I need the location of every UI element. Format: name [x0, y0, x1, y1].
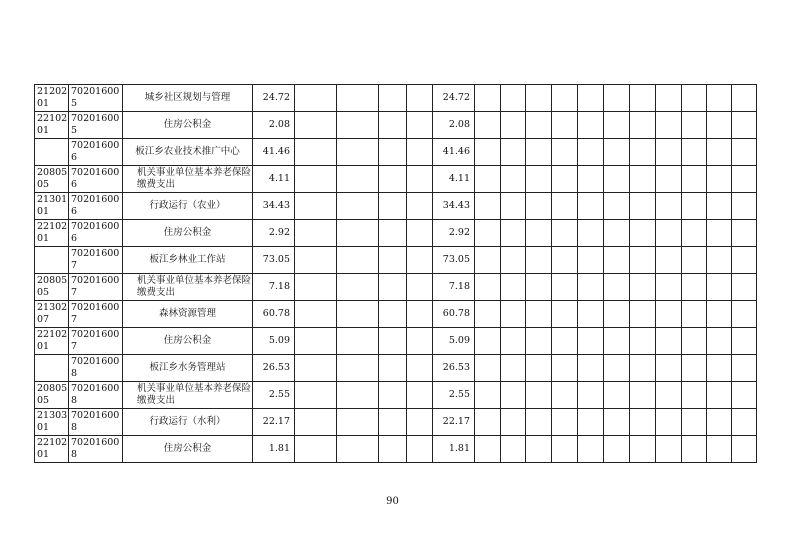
empty-cell: [656, 355, 682, 382]
empty-cell: [295, 193, 337, 220]
empty-cell: [682, 112, 707, 139]
table-row: [35, 409, 757, 436]
empty-cell: [379, 436, 407, 463]
item-name-cell: 机关事业单位基本养老保险缴费支出: [123, 166, 253, 193]
empty-cell: [407, 139, 433, 166]
total-amount-cell: 22.17: [253, 409, 295, 436]
empty-cell: [604, 436, 630, 463]
empty-cell: [379, 301, 407, 328]
total-amount-cell: 4.11: [253, 166, 295, 193]
total-amount-cell: 24.72: [253, 85, 295, 112]
empty-cell: [475, 409, 501, 436]
empty-cell: [501, 85, 526, 112]
empty-cell: [379, 382, 407, 409]
item-name-cell: 机关事业单位基本养老保险缴费支出: [123, 382, 253, 409]
empty-cell: [552, 301, 578, 328]
empty-cell: [337, 274, 379, 301]
empty-cell: [337, 409, 379, 436]
empty-cell: [707, 301, 732, 328]
empty-cell: [475, 139, 501, 166]
item-name-cell: 住房公积金: [123, 328, 253, 355]
empty-cell: [501, 436, 526, 463]
empty-cell: [407, 436, 433, 463]
function-code-cell: 20805 05: [35, 166, 69, 193]
basic-expenditure-cell: 1.81: [433, 436, 475, 463]
empty-cell: [682, 301, 707, 328]
empty-cell: [475, 247, 501, 274]
empty-cell: [337, 193, 379, 220]
empty-cell: [379, 166, 407, 193]
unit-code-cell: 70201600 7: [69, 328, 123, 355]
empty-cell: [578, 247, 604, 274]
empty-cell: [526, 274, 552, 301]
empty-cell: [630, 247, 656, 274]
empty-cell: [552, 247, 578, 274]
empty-cell: [475, 274, 501, 301]
empty-cell: [379, 355, 407, 382]
empty-cell: [407, 220, 433, 247]
function-code-cell: [35, 355, 69, 382]
empty-cell: [656, 220, 682, 247]
empty-cell: [501, 193, 526, 220]
empty-cell: [552, 112, 578, 139]
empty-cell: [501, 274, 526, 301]
basic-expenditure-cell: 24.72: [433, 85, 475, 112]
empty-cell: [732, 247, 757, 274]
empty-cell: [630, 436, 656, 463]
empty-cell: [295, 247, 337, 274]
empty-cell: [501, 301, 526, 328]
unit-code-cell: 70201600 5: [69, 112, 123, 139]
empty-cell: [656, 139, 682, 166]
empty-cell: [295, 220, 337, 247]
empty-cell: [475, 112, 501, 139]
empty-cell: [578, 301, 604, 328]
empty-cell: [501, 247, 526, 274]
item-name-cell: 机关事业单位基本养老保险缴费支出: [123, 274, 253, 301]
empty-cell: [578, 409, 604, 436]
item-name-cell: 板江乡农业技术推广中心: [123, 139, 253, 166]
total-amount-cell: 73.05: [253, 247, 295, 274]
empty-cell: [295, 355, 337, 382]
unit-code-cell: 70201600 6: [69, 220, 123, 247]
empty-cell: [295, 166, 337, 193]
table-row: [35, 382, 757, 409]
table-row: [35, 193, 757, 220]
empty-cell: [732, 166, 757, 193]
empty-cell: [707, 247, 732, 274]
empty-cell: [552, 436, 578, 463]
empty-cell: [656, 193, 682, 220]
empty-cell: [379, 247, 407, 274]
basic-expenditure-cell: 26.53: [433, 355, 475, 382]
empty-cell: [578, 436, 604, 463]
empty-cell: [656, 247, 682, 274]
empty-cell: [732, 382, 757, 409]
function-code-cell: 20805 05: [35, 274, 69, 301]
empty-cell: [552, 382, 578, 409]
empty-cell: [732, 436, 757, 463]
item-name-cell: 住房公积金: [123, 112, 253, 139]
empty-cell: [552, 220, 578, 247]
empty-cell: [630, 328, 656, 355]
function-code-cell: 22102 01: [35, 436, 69, 463]
empty-cell: [707, 193, 732, 220]
empty-cell: [732, 85, 757, 112]
empty-cell: [552, 139, 578, 166]
empty-cell: [630, 274, 656, 301]
empty-cell: [707, 139, 732, 166]
empty-cell: [295, 328, 337, 355]
empty-cell: [656, 328, 682, 355]
empty-cell: [630, 301, 656, 328]
empty-cell: [656, 409, 682, 436]
empty-cell: [707, 355, 732, 382]
basic-expenditure-cell: 2.92: [433, 220, 475, 247]
total-amount-cell: 34.43: [253, 193, 295, 220]
item-name-cell: 住房公积金: [123, 436, 253, 463]
table-row: [35, 112, 757, 139]
item-name-cell: 森林资源管理: [123, 301, 253, 328]
empty-cell: [630, 112, 656, 139]
unit-code-cell: 70201600 7: [69, 274, 123, 301]
empty-cell: [732, 355, 757, 382]
empty-cell: [707, 85, 732, 112]
empty-cell: [295, 112, 337, 139]
empty-cell: [604, 139, 630, 166]
item-name-cell: 行政运行（水利）: [123, 409, 253, 436]
empty-cell: [578, 166, 604, 193]
empty-cell: [379, 220, 407, 247]
empty-cell: [526, 382, 552, 409]
empty-cell: [475, 166, 501, 193]
empty-cell: [407, 274, 433, 301]
unit-code-cell: 70201600 6: [69, 139, 123, 166]
function-code-cell: [35, 139, 69, 166]
empty-cell: [407, 247, 433, 274]
empty-cell: [552, 409, 578, 436]
table-row: [35, 355, 757, 382]
function-code-cell: 21303 01: [35, 409, 69, 436]
empty-cell: [682, 328, 707, 355]
table-body: [35, 85, 757, 463]
empty-cell: [379, 274, 407, 301]
empty-cell: [501, 112, 526, 139]
empty-cell: [475, 220, 501, 247]
empty-cell: [578, 193, 604, 220]
basic-expenditure-cell: 2.55: [433, 382, 475, 409]
total-amount-cell: 41.46: [253, 139, 295, 166]
empty-cell: [295, 382, 337, 409]
table-row: [35, 274, 757, 301]
empty-cell: [604, 328, 630, 355]
empty-cell: [732, 301, 757, 328]
empty-cell: [501, 355, 526, 382]
empty-cell: [682, 166, 707, 193]
empty-cell: [526, 436, 552, 463]
empty-cell: [604, 247, 630, 274]
empty-cell: [656, 166, 682, 193]
empty-cell: [407, 193, 433, 220]
empty-cell: [732, 139, 757, 166]
empty-cell: [475, 85, 501, 112]
basic-expenditure-cell: 60.78: [433, 301, 475, 328]
total-amount-cell: 2.08: [253, 112, 295, 139]
empty-cell: [578, 112, 604, 139]
empty-cell: [656, 112, 682, 139]
empty-cell: [407, 409, 433, 436]
empty-cell: [379, 85, 407, 112]
empty-cell: [604, 166, 630, 193]
total-amount-cell: 2.92: [253, 220, 295, 247]
empty-cell: [604, 382, 630, 409]
empty-cell: [604, 112, 630, 139]
empty-cell: [379, 328, 407, 355]
empty-cell: [682, 409, 707, 436]
table-row: [35, 85, 757, 112]
empty-cell: [732, 409, 757, 436]
empty-cell: [501, 166, 526, 193]
empty-cell: [732, 193, 757, 220]
empty-cell: [475, 328, 501, 355]
item-name-cell: 行政运行（农业）: [123, 193, 253, 220]
empty-cell: [707, 409, 732, 436]
empty-cell: [407, 85, 433, 112]
empty-cell: [707, 436, 732, 463]
total-amount-cell: 60.78: [253, 301, 295, 328]
empty-cell: [682, 247, 707, 274]
empty-cell: [501, 409, 526, 436]
empty-cell: [578, 328, 604, 355]
table-row: [35, 139, 757, 166]
empty-cell: [407, 355, 433, 382]
empty-cell: [732, 220, 757, 247]
empty-cell: [682, 220, 707, 247]
empty-cell: [656, 436, 682, 463]
empty-cell: [682, 274, 707, 301]
empty-cell: [552, 193, 578, 220]
empty-cell: [475, 436, 501, 463]
empty-cell: [526, 301, 552, 328]
empty-cell: [630, 193, 656, 220]
item-name-cell: 板江乡林业工作站: [123, 247, 253, 274]
empty-cell: [707, 112, 732, 139]
empty-cell: [578, 355, 604, 382]
empty-cell: [475, 193, 501, 220]
table-row: [35, 436, 757, 463]
empty-cell: [630, 382, 656, 409]
empty-cell: [604, 355, 630, 382]
empty-cell: [295, 139, 337, 166]
unit-code-cell: 70201600 8: [69, 409, 123, 436]
empty-cell: [630, 166, 656, 193]
empty-cell: [578, 220, 604, 247]
empty-cell: [379, 193, 407, 220]
basic-expenditure-cell: 73.05: [433, 247, 475, 274]
empty-cell: [707, 166, 732, 193]
empty-cell: [295, 436, 337, 463]
page-number: 90: [386, 496, 399, 507]
table-row: [35, 247, 757, 274]
empty-cell: [682, 355, 707, 382]
empty-cell: [337, 85, 379, 112]
empty-cell: [630, 85, 656, 112]
unit-code-cell: 70201600 7: [69, 301, 123, 328]
empty-cell: [552, 166, 578, 193]
empty-cell: [526, 355, 552, 382]
unit-code-cell: 70201600 8: [69, 355, 123, 382]
item-name-cell: 城乡社区规划与管理: [123, 85, 253, 112]
empty-cell: [578, 382, 604, 409]
empty-cell: [604, 220, 630, 247]
empty-cell: [630, 409, 656, 436]
item-name-cell: 板江乡水务管理站: [123, 355, 253, 382]
empty-cell: [682, 436, 707, 463]
empty-cell: [295, 85, 337, 112]
empty-cell: [604, 274, 630, 301]
empty-cell: [578, 139, 604, 166]
unit-code-cell: 70201600 6: [69, 166, 123, 193]
empty-cell: [501, 139, 526, 166]
basic-expenditure-cell: 22.17: [433, 409, 475, 436]
function-code-cell: 20805 05: [35, 382, 69, 409]
empty-cell: [526, 247, 552, 274]
empty-cell: [526, 409, 552, 436]
empty-cell: [295, 409, 337, 436]
empty-cell: [295, 274, 337, 301]
basic-expenditure-cell: 41.46: [433, 139, 475, 166]
empty-cell: [337, 355, 379, 382]
total-amount-cell: 1.81: [253, 436, 295, 463]
empty-cell: [732, 274, 757, 301]
table-row: [35, 328, 757, 355]
empty-cell: [337, 436, 379, 463]
empty-cell: [682, 193, 707, 220]
table-row: [35, 301, 757, 328]
unit-code-cell: 70201600 6: [69, 193, 123, 220]
empty-cell: [337, 112, 379, 139]
empty-cell: [682, 85, 707, 112]
empty-cell: [526, 328, 552, 355]
empty-cell: [475, 355, 501, 382]
empty-cell: [379, 139, 407, 166]
empty-cell: [337, 166, 379, 193]
empty-cell: [526, 112, 552, 139]
empty-cell: [475, 382, 501, 409]
empty-cell: [707, 382, 732, 409]
empty-cell: [379, 112, 407, 139]
empty-cell: [337, 382, 379, 409]
function-code-cell: 22102 01: [35, 112, 69, 139]
empty-cell: [337, 220, 379, 247]
unit-code-cell: 70201600 8: [69, 436, 123, 463]
basic-expenditure-cell: 34.43: [433, 193, 475, 220]
function-code-cell: 21202 01: [35, 85, 69, 112]
empty-cell: [501, 220, 526, 247]
table-row: [35, 220, 757, 247]
empty-cell: [656, 301, 682, 328]
function-code-cell: 21301 01: [35, 193, 69, 220]
empty-cell: [295, 301, 337, 328]
function-code-cell: 21302 07: [35, 301, 69, 328]
empty-cell: [407, 166, 433, 193]
empty-cell: [526, 193, 552, 220]
empty-cell: [407, 301, 433, 328]
empty-cell: [707, 328, 732, 355]
empty-cell: [682, 382, 707, 409]
empty-cell: [526, 85, 552, 112]
empty-cell: [552, 85, 578, 112]
empty-cell: [630, 220, 656, 247]
empty-cell: [552, 355, 578, 382]
unit-code-cell: 70201600 8: [69, 382, 123, 409]
empty-cell: [407, 112, 433, 139]
total-amount-cell: 26.53: [253, 355, 295, 382]
empty-cell: [337, 328, 379, 355]
empty-cell: [682, 139, 707, 166]
total-amount-cell: 5.09: [253, 328, 295, 355]
empty-cell: [604, 301, 630, 328]
empty-cell: [578, 274, 604, 301]
unit-code-cell: 70201600 5: [69, 85, 123, 112]
empty-cell: [337, 139, 379, 166]
empty-cell: [656, 274, 682, 301]
empty-cell: [526, 139, 552, 166]
empty-cell: [630, 355, 656, 382]
empty-cell: [526, 166, 552, 193]
total-amount-cell: 7.18: [253, 274, 295, 301]
empty-cell: [630, 139, 656, 166]
basic-expenditure-cell: 4.11: [433, 166, 475, 193]
total-amount-cell: 2.55: [253, 382, 295, 409]
empty-cell: [475, 301, 501, 328]
empty-cell: [656, 85, 682, 112]
empty-cell: [526, 220, 552, 247]
empty-cell: [732, 112, 757, 139]
empty-cell: [604, 409, 630, 436]
budget-expenditure-table: [34, 84, 757, 463]
empty-cell: [604, 85, 630, 112]
empty-cell: [732, 328, 757, 355]
empty-cell: [407, 382, 433, 409]
empty-cell: [501, 328, 526, 355]
empty-cell: [707, 220, 732, 247]
empty-cell: [337, 247, 379, 274]
empty-cell: [707, 274, 732, 301]
basic-expenditure-cell: 2.08: [433, 112, 475, 139]
empty-cell: [604, 193, 630, 220]
function-code-cell: 22102 01: [35, 220, 69, 247]
item-name-cell: 住房公积金: [123, 220, 253, 247]
table-row: [35, 166, 757, 193]
empty-cell: [407, 328, 433, 355]
empty-cell: [578, 85, 604, 112]
empty-cell: [552, 274, 578, 301]
empty-cell: [337, 301, 379, 328]
empty-cell: [379, 409, 407, 436]
basic-expenditure-cell: 5.09: [433, 328, 475, 355]
unit-code-cell: 70201600 7: [69, 247, 123, 274]
function-code-cell: [35, 247, 69, 274]
basic-expenditure-cell: 7.18: [433, 274, 475, 301]
empty-cell: [501, 382, 526, 409]
empty-cell: [656, 382, 682, 409]
empty-cell: [552, 328, 578, 355]
function-code-cell: 22102 01: [35, 328, 69, 355]
